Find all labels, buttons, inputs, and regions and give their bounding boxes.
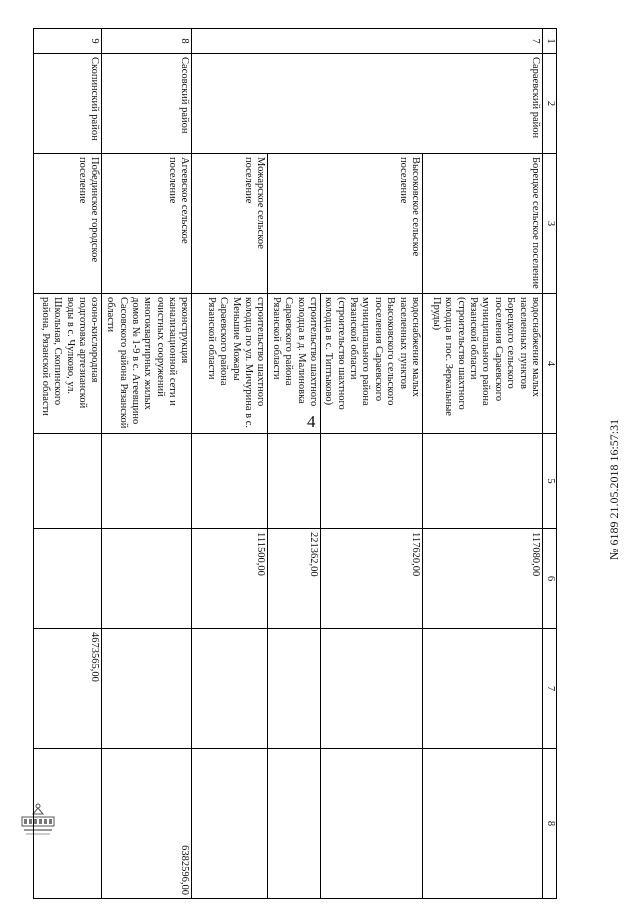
footer-stamp: № 6189 21.05.2018 16:57:31 — [607, 418, 621, 560]
value-cell-6: 221362,00 — [268, 529, 321, 629]
table-row — [192, 29, 268, 899]
value-cell-5 — [268, 434, 321, 529]
description-cell: водоснабжение малых населенных пунктов Борецкого сельского поселения Сараевского муниципального района Рязанской области (строительство шахтного колодца в пос. Зеркальные Пруды) — [423, 294, 543, 434]
header-cell: 1 — [543, 29, 557, 54]
table-row — [321, 29, 423, 899]
district-cell: Сасовский район — [102, 54, 192, 154]
header-cell: 7 — [543, 629, 557, 749]
value-cell-8 — [423, 749, 543, 899]
value-cell-7 — [192, 629, 268, 749]
financing-table — [34, 28, 558, 899]
value-cell-8 — [34, 749, 102, 899]
description-cell: строительство шахтного колодца в д. Малиновка Сараевского района Рязанской области — [268, 294, 321, 434]
header-cell: 5 — [543, 434, 557, 529]
value-cell-6: 111500,00 — [192, 529, 268, 629]
value-cell-5 — [102, 434, 192, 529]
header-cell: 3 — [543, 154, 557, 294]
header-row — [543, 29, 557, 899]
value-cell-6: 117080,00 — [423, 529, 543, 629]
value-cell-5 — [321, 434, 423, 529]
value-cell-7 — [423, 629, 543, 749]
value-cell-8 — [192, 749, 268, 899]
value-cell-6 — [34, 529, 102, 629]
row-number: 9 — [34, 29, 102, 54]
description-cell: водоснабжение малых населенных пунктов Высоковского сельского поселения Сараевского муниципального района Рязанской области (строительство шахтного колодца в с. Типтыково) — [321, 294, 423, 434]
value-cell-7 — [268, 629, 321, 749]
settlement-cell: Агеевское сельское поселение — [102, 154, 192, 294]
value-cell-7 — [321, 629, 423, 749]
value-cell-5 — [192, 434, 268, 529]
header-cell: 8 — [543, 749, 557, 899]
description-cell: реконструкция канализационной сети и очистных сооружений многоквартирных жилых домов № 1-9 в с. Агеевщино Сасовского района Рязанской области — [102, 294, 192, 434]
value-cell-5 — [423, 434, 543, 529]
settlement-cell: Высоковское сельское поселение — [268, 154, 423, 294]
header-cell: 2 — [543, 54, 557, 154]
table-row — [102, 29, 192, 899]
row-number: 8 — [102, 29, 192, 54]
rotated-table-container — [36, 28, 557, 898]
settlement-cell: Побединское городское поселение — [34, 154, 102, 294]
table-row — [34, 29, 102, 899]
table-row — [423, 29, 543, 899]
row-number: 7 — [192, 29, 543, 54]
value-cell-6 — [102, 529, 192, 629]
description-cell: строительство шахтного колодца по ул. Мичурина в с. Меньшие Можары Сараевского района Рязанской области — [192, 294, 268, 434]
header-cell: 4 — [543, 294, 557, 434]
value-cell-8: 6382596,00 — [102, 749, 192, 899]
value-cell-8 — [268, 749, 321, 899]
header-cell: 6 — [543, 529, 557, 629]
description-cell: озоно-кислородная подготовка артезианской воды в с. Чулково, ул. Школьная, Скопинского района, Рязанской области — [34, 294, 102, 434]
value-cell-7: 4673565,00 — [34, 629, 102, 749]
settlement-cell: Борецкое сельское поселение — [423, 154, 543, 294]
district-cell: Сараевский район — [192, 54, 543, 154]
value-cell-8 — [321, 749, 423, 899]
page-number: 4 — [307, 412, 316, 431]
settlement-cell: Можарское сельское поселение — [192, 154, 268, 294]
value-cell-7 — [102, 629, 192, 749]
district-cell: Скопинский район — [34, 54, 102, 154]
value-cell-6: 117620,00 — [321, 529, 423, 629]
value-cell-5 — [34, 434, 102, 529]
